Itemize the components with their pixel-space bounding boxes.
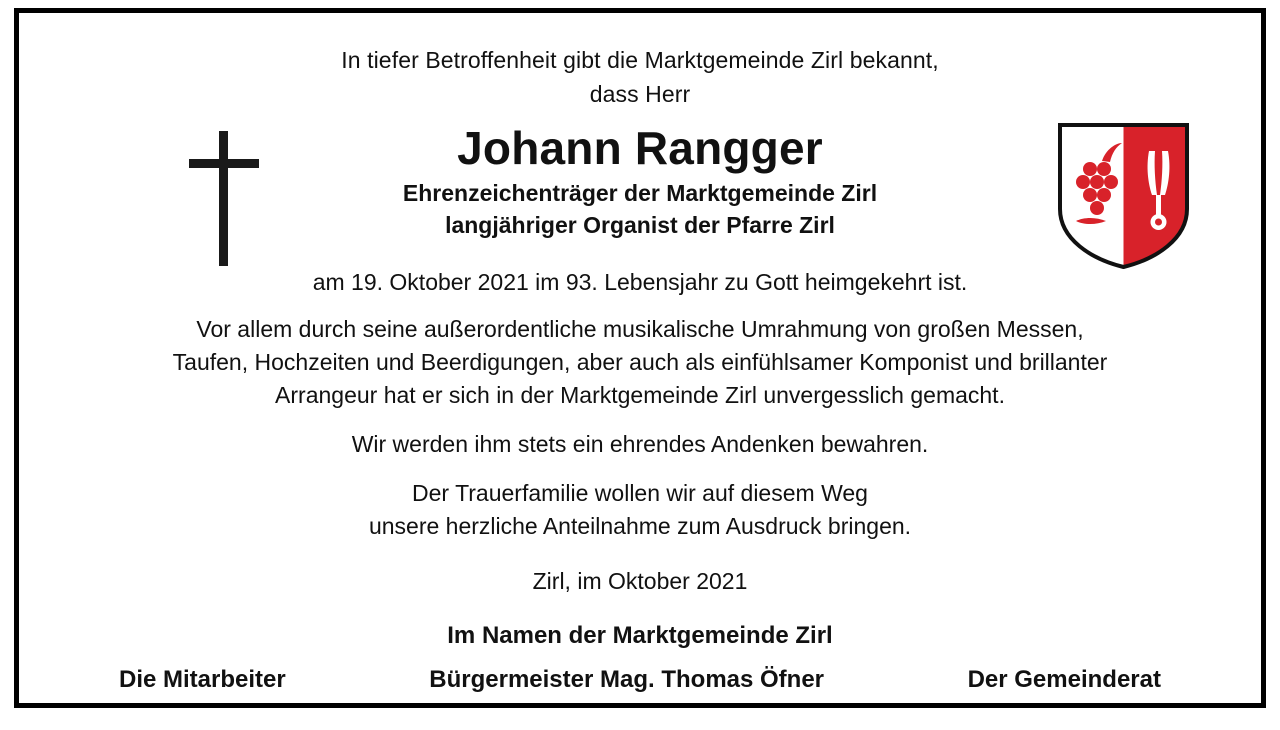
tribute-line-3: Arrangeur hat er sich in der Marktgemeinde Zirl unvergesslich gemacht. [275, 382, 1005, 408]
honor-line-2: langjähriger Organist der Pfarre Zirl [445, 212, 835, 238]
honor-line-1: Ehrenzeichenträger der Marktgemeinde Zirl [402, 180, 878, 206]
remembrance-paragraph [59, 428, 1221, 461]
remembrance-line: Wir werden ihm stets ein ehrendes Andenken bewahren. [351, 431, 929, 457]
place-date: Zirl, im Oktober 2021 [532, 568, 748, 594]
signatories-row [59, 666, 1221, 694]
tribute-line-1: Vor allem durch seine außerordentliche musikalische Umrahmung von großen Messen, [196, 316, 1084, 342]
deceased-name: Johann Rangger [457, 122, 823, 174]
signatory-council: Der Gemeinderat [967, 666, 1161, 693]
condolence-paragraph [59, 477, 1221, 543]
intro-line-2: dass Herr [589, 81, 691, 107]
condolence-line-1: Der Trauerfamilie wollen wir auf diesem Weg [412, 480, 868, 506]
tribute-line-2: Taufen, Hochzeiten und Beerdigungen, aber auch als einfühlsamer Komponist und brillanter [172, 349, 1108, 375]
notice-content [19, 13, 1261, 703]
condolence-line-2: unsere herzliche Anteilnahme zum Ausdruck bringen. [368, 513, 912, 539]
death-line: am 19. Oktober 2021 im 93. Lebensjahr zu Gott heimgekehrt ist. [312, 269, 968, 295]
signatory-staff: Die Mitarbeiter [119, 666, 286, 693]
in-name-of-line: Im Namen der Marktgemeinde Zirl [447, 622, 833, 649]
obituary-notice [14, 8, 1266, 708]
signatory-mayor: Bürgermeister Mag. Thomas Öfner [429, 666, 825, 693]
intro-line-1: In tiefer Betroffenheit gibt die Marktgemeinde Zirl bekannt, [341, 47, 939, 73]
christian-cross-icon [189, 131, 259, 266]
zirl-coat-of-arms-icon [1056, 121, 1191, 271]
tribute-paragraph [59, 313, 1221, 412]
